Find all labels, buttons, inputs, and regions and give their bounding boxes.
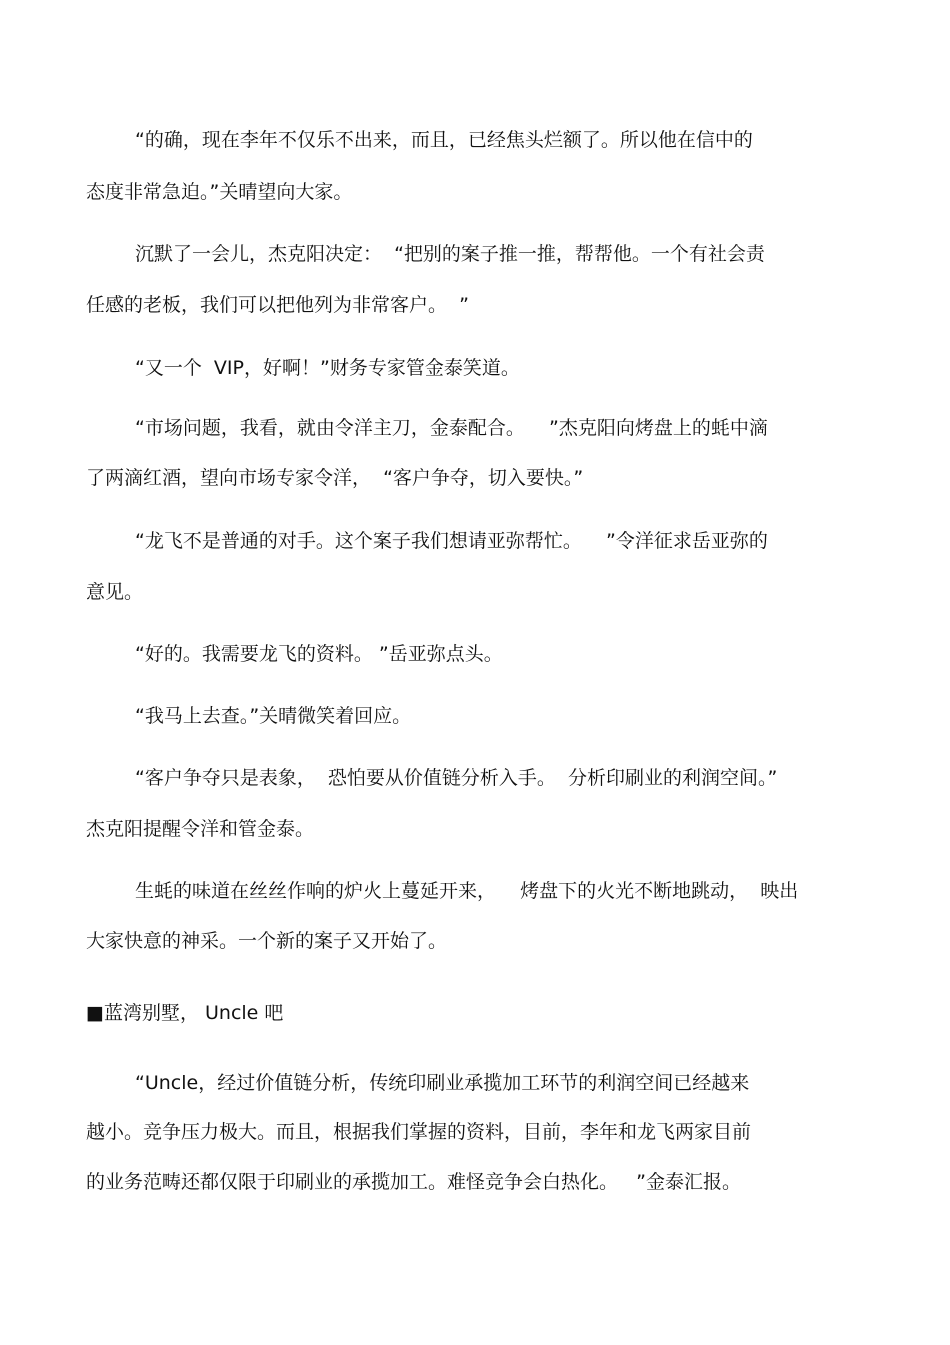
paragraph-7-line-1: “我马上去查。”关晴微笑着回应。: [135, 705, 412, 727]
closing-paragraph-line-3: 的业务范畴还都仅限于印刷业的承揽加工。难怪竞争会白热化。 ”金泰汇报。: [86, 1171, 741, 1193]
section-heading: ■蓝湾别墅， Uncle 吧: [86, 1002, 284, 1024]
closing-paragraph-line-2: 越小。竞争压力极大。而且，根据我们掌握的资料，目前，李年和龙飞两家目前: [86, 1121, 752, 1143]
paragraph-9-line-2: 大家快意的神采。一个新的案子又开始了。: [86, 930, 448, 952]
paragraph-4-line-2: 了两滴红酒，望向市场专家令洋， “客户争夺，切入要快。”: [86, 467, 584, 489]
closing-paragraph-line-1: “Uncle，经过价值链分析，传统印刷业承揽加工环节的利润空间已经越来: [135, 1072, 750, 1094]
paragraph-2-line-1: 沉默了一会儿，杰克阳决定： “把别的案子推一推，帮帮他。一个有社会责: [135, 243, 765, 265]
paragraph-5-line-1: “龙飞不是普通的对手。这个案子我们想请亚弥帮忙。 ”令洋征求岳亚弥的: [135, 530, 768, 552]
paragraph-6-line-1: “好的。我需要龙飞的资料。 ”岳亚弥点头。: [135, 643, 503, 665]
paragraph-2-line-2: 任感的老板，我们可以把他列为非常客户。 ”: [86, 294, 469, 316]
paragraph-5-line-2: 意见。: [86, 581, 144, 603]
paragraph-4-line-1: “市场问题，我看，就由令洋主刀，金泰配合。 ”杰克阳向烤盘上的蚝中滴: [135, 417, 768, 439]
paragraph-8-line-1: “客户争夺只是表象， 恐怕要从价值链分析入手。 分析印刷业的利润空间。”: [135, 767, 778, 789]
paragraph-3-line-1: “又一个 VIP，好啊！”财务专家管金泰笑道。: [135, 357, 520, 379]
paragraph-8-line-2: 杰克阳提醒令洋和管金泰。: [86, 818, 315, 840]
paragraph-1-line-2: 态度非常急迫。”关晴望向大家。: [86, 181, 353, 203]
paragraph-1-line-1: “的确，现在李年不仅乐不出来，而且，已经焦头烂额了。所以他在信中的: [135, 129, 753, 151]
paragraph-9-line-1: 生蚝的味道在丝丝作响的炉火上蔓延开来， 烤盘下的火光不断地跳动， 映出: [135, 880, 799, 902]
